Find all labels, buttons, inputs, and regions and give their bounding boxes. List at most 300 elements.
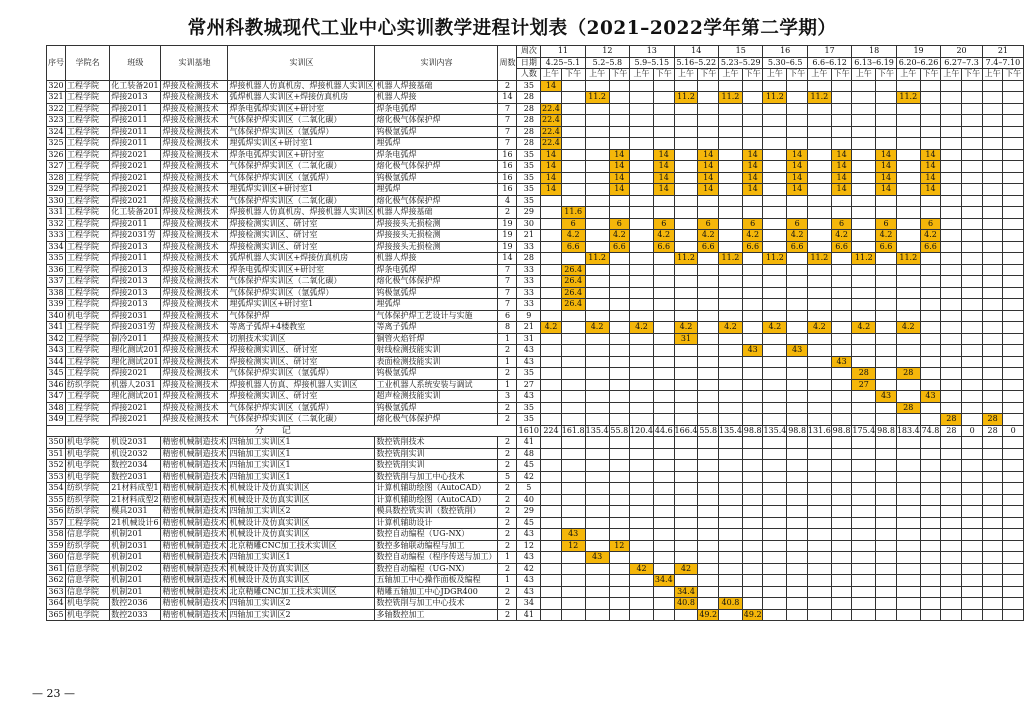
schedule-cell xyxy=(1003,448,1024,460)
subtotal-value: 98.8 xyxy=(788,425,807,435)
schedule-cell xyxy=(920,126,941,138)
schedule-cell xyxy=(982,230,1003,242)
subtotal-value: 120.4 xyxy=(630,425,653,435)
schedule-cell-filled: 11.2 xyxy=(807,92,831,104)
schedule-cell xyxy=(941,552,962,564)
schedule-cell xyxy=(982,575,1003,587)
school-cell: 工程学院 xyxy=(66,287,110,299)
content-cell: 焊接接头无损检测 xyxy=(375,218,498,230)
people-cell: 33 xyxy=(517,287,541,299)
schedule-cell xyxy=(982,379,1003,391)
schedule-cell xyxy=(876,253,897,265)
schedule-cell xyxy=(630,241,654,253)
seq-cell: 321 xyxy=(48,92,64,102)
people-cell: 29 xyxy=(517,207,541,219)
schedule-cell xyxy=(982,80,1003,92)
schedule-cell xyxy=(674,310,698,322)
schedule-cell xyxy=(982,149,1003,161)
table-row xyxy=(47,253,1024,265)
schedule-cell xyxy=(962,115,982,127)
schedule-cell-filled: 6 xyxy=(831,218,852,230)
schedule-cell xyxy=(630,471,654,483)
schedule-cell xyxy=(742,529,763,541)
table-row xyxy=(47,506,1024,518)
schedule-cell xyxy=(763,138,787,150)
schedule-cell xyxy=(585,103,609,115)
schedule-cell xyxy=(585,460,609,472)
schedule-cell xyxy=(982,609,1003,621)
schedule-cell xyxy=(654,103,675,115)
schedule-cell xyxy=(807,115,831,127)
schedule-cell xyxy=(719,103,743,115)
schedule-cell xyxy=(807,379,831,391)
class-cell: 焊接2011 xyxy=(110,253,161,265)
schedule-cell xyxy=(585,540,609,552)
schedule-cell xyxy=(674,161,698,173)
schedule-cell xyxy=(787,506,808,518)
schedule-cell-filled: 14 xyxy=(609,172,630,184)
pm-label: 下午 xyxy=(876,69,897,81)
schedule-cell xyxy=(941,575,962,587)
schedule-cell xyxy=(807,345,831,357)
area-cell: 气体保护焊实训区（氩弧焊） xyxy=(228,368,375,380)
schedule-cell xyxy=(654,609,675,621)
schedule-cell-filled: 11.2 xyxy=(763,92,787,104)
schedule-cell xyxy=(852,138,876,150)
schedule-cell-filled: 14 xyxy=(742,149,763,161)
weeks-cell: 1 xyxy=(498,333,517,345)
table-row xyxy=(47,299,1024,311)
weeks-cell: 4 xyxy=(498,195,517,207)
schedule-cell-filled: 4.2 xyxy=(585,322,609,334)
schedule-cell xyxy=(561,483,585,495)
schedule-cell xyxy=(941,517,962,529)
schedule-cell xyxy=(698,529,719,541)
schedule-cell xyxy=(654,563,675,575)
schedule-cell xyxy=(698,483,719,495)
schedule-cell-filled: 4.2 xyxy=(654,230,675,242)
schedule-cell-filled: 14 xyxy=(609,149,630,161)
schedule-cell xyxy=(609,379,630,391)
schedule-cell xyxy=(585,402,609,414)
schedule-cell xyxy=(831,126,852,138)
schedule-cell xyxy=(962,483,982,495)
content-cell: 数控自动编程（UG-NX） xyxy=(375,563,498,575)
schedule-cell xyxy=(962,379,982,391)
schedule-cell xyxy=(585,287,609,299)
schedule-cell-filled: 14 xyxy=(609,184,630,196)
class-cell: 焊接2021 xyxy=(110,402,161,414)
col-base-header: 实训基地 xyxy=(161,46,228,81)
schedule-cell xyxy=(787,103,808,115)
weeks-cell: 19 xyxy=(498,230,517,242)
schedule-cell-filled: 11.2 xyxy=(674,253,698,265)
week-date: 5.2–5.8 xyxy=(585,57,629,69)
schedule-cell xyxy=(896,149,920,161)
schedule-cell-filled: 22.4 xyxy=(542,126,560,136)
schedule-cell xyxy=(719,149,743,161)
schedule-cell xyxy=(609,138,630,150)
base-cell: 精密机械制造技术 xyxy=(162,460,227,470)
schedule-cell xyxy=(763,276,787,288)
content-cell: 埋弧焊 xyxy=(375,184,498,196)
schedule-cell xyxy=(742,471,763,483)
schedule-cell xyxy=(585,471,609,483)
subtotal-value: 98.8 xyxy=(877,425,895,435)
area-cell: 焊接检测实训区、研讨室 xyxy=(228,241,375,253)
schedule-cell xyxy=(674,402,698,414)
content-cell: 数控自动编程（程序传送与加工） xyxy=(376,552,497,562)
schedule-cell xyxy=(719,529,743,541)
people-cell: 33 xyxy=(517,276,541,288)
schedule-cell xyxy=(787,195,808,207)
schedule-cell-filled: 4.2 xyxy=(609,230,630,242)
header-row-week-numbers xyxy=(47,46,1024,58)
people-cell: 33 xyxy=(517,264,541,276)
school-cell: 机电学院 xyxy=(66,460,110,472)
schedule-cell xyxy=(876,586,897,598)
schedule-cell xyxy=(541,356,562,368)
schedule-cell xyxy=(876,414,897,426)
pm-label: 下午 xyxy=(561,69,585,81)
schedule-cell xyxy=(609,92,630,104)
schedule-cell xyxy=(674,552,698,564)
schedule-cell xyxy=(920,437,941,449)
subtotal-value: 28 xyxy=(982,425,1003,437)
area-cell: 气体保护焊实训区（二氧化碳） xyxy=(228,161,375,173)
schedule-cell xyxy=(585,184,609,196)
schedule-cell-filled: 12 xyxy=(561,540,585,552)
schedule-cell xyxy=(561,598,585,610)
schedule-cell xyxy=(630,207,654,219)
schedule-cell xyxy=(852,356,876,368)
schedule-cell xyxy=(1003,391,1024,403)
schedule-cell xyxy=(896,379,920,391)
am-label: 上午 xyxy=(541,69,562,81)
schedule-cell xyxy=(807,586,831,598)
schedule-cell xyxy=(630,184,654,196)
schedule-cell xyxy=(962,126,982,138)
schedule-cell xyxy=(698,414,719,426)
schedule-cell-filled: 6 xyxy=(920,218,941,230)
class-cell: 机设2031 xyxy=(110,437,161,449)
schedule-cell xyxy=(763,586,787,598)
schedule-cell xyxy=(941,494,962,506)
schedule-cell-filled: 43 xyxy=(742,345,763,357)
school-cell: 纺织学院 xyxy=(66,483,110,495)
seq-cell: 357 xyxy=(48,517,64,527)
school-cell: 工程学院 xyxy=(66,172,110,184)
area-cell: 弧焊机器人实训区+焊接仿真机房 xyxy=(228,253,375,265)
schedule-cell-filled: 43 xyxy=(561,529,585,541)
schedule-cell xyxy=(920,276,941,288)
schedule-cell xyxy=(807,241,831,253)
schedule-cell xyxy=(654,195,675,207)
schedule-cell xyxy=(920,598,941,610)
people-cell: 21 xyxy=(517,230,541,242)
schedule-cell-filled: 6.6 xyxy=(920,241,941,253)
schedule-cell xyxy=(920,586,941,598)
schedule-cell xyxy=(920,80,941,92)
schedule-cell xyxy=(698,586,719,598)
seq-cell: 355 xyxy=(48,494,64,504)
schedule-cell xyxy=(719,115,743,127)
class-cell: 机设2032 xyxy=(110,448,161,460)
schedule-cell-filled: 14 xyxy=(876,149,897,161)
schedule-cell xyxy=(982,345,1003,357)
people-cell: 5 xyxy=(517,483,541,495)
schedule-cell xyxy=(831,322,852,334)
schedule-cell xyxy=(541,379,562,391)
people-cell: 21 xyxy=(517,322,541,334)
schedule-cell xyxy=(831,92,852,104)
schedule-cell xyxy=(1003,103,1024,115)
schedule-cell xyxy=(585,126,609,138)
schedule-cell xyxy=(1003,310,1024,322)
school-cell: 工程学院 xyxy=(66,126,110,138)
weeks-cell: 2 xyxy=(498,368,517,380)
schedule-cell xyxy=(962,287,982,299)
pm-label: 下午 xyxy=(654,69,675,81)
schedule-cell-filled: 4.2 xyxy=(698,230,719,242)
school-cell: 工程学院 xyxy=(66,138,110,150)
week-number: 19 xyxy=(896,46,940,58)
weeks-cell: 1 xyxy=(498,575,517,587)
people-cell: 30 xyxy=(517,218,541,230)
schedule-cell-filled: 11.2 xyxy=(852,253,876,265)
schedule-cell xyxy=(585,276,609,288)
schedule-cell xyxy=(674,103,698,115)
schedule-cell xyxy=(541,391,562,403)
schedule-cell-filled: 11.2 xyxy=(585,92,609,104)
schedule-cell xyxy=(561,333,585,345)
schedule-cell xyxy=(896,80,920,92)
week-date: 5.16–5.22 xyxy=(674,57,718,69)
content-cell: 数控多轴联动编程与加工 xyxy=(375,540,498,552)
content-cell: 气体保护焊工艺设计与实施 xyxy=(375,310,498,322)
area-cell: 北京精雕CNC加工技术实训区 xyxy=(228,586,375,598)
schedule-cell xyxy=(630,368,654,380)
schedule-cell xyxy=(585,414,609,426)
schedule-cell-filled: 31 xyxy=(674,333,698,345)
schedule-cell xyxy=(742,126,763,138)
schedule-cell xyxy=(719,241,743,253)
schedule-cell xyxy=(763,414,787,426)
schedule-cell xyxy=(920,368,941,380)
class-cell: 焊接2011 xyxy=(110,138,161,150)
schedule-cell xyxy=(698,115,719,127)
base-cell: 焊接及检测技术 xyxy=(161,322,228,334)
schedule-cell-filled: 11.2 xyxy=(585,253,609,265)
schedule-cell xyxy=(1003,322,1024,334)
schedule-cell xyxy=(1003,402,1024,414)
schedule-cell xyxy=(896,448,920,460)
area-cell: 四轴加工实训区1 xyxy=(228,448,375,460)
schedule-cell xyxy=(807,230,831,242)
schedule-cell xyxy=(585,586,609,598)
schedule-cell xyxy=(674,345,698,357)
schedule-cell xyxy=(763,460,787,472)
base-cell: 精密机械制造技术 xyxy=(162,598,227,608)
area-cell: 焊接机器人仿真、焊接机器人实训区 xyxy=(228,379,375,391)
base-cell: 精密机械制造技术 xyxy=(162,586,227,596)
schedule-cell xyxy=(852,115,876,127)
schedule-cell xyxy=(962,506,982,518)
class-cell: 机制201 xyxy=(110,552,161,564)
schedule-cell-filled: 14 xyxy=(698,172,719,184)
schedule-cell-filled: 43 xyxy=(831,356,852,368)
schedule-cell xyxy=(561,356,585,368)
schedule-cell-filled: 14 xyxy=(654,161,675,173)
schedule-cell xyxy=(541,494,562,506)
schedule-cell xyxy=(698,540,719,552)
schedule-cell xyxy=(831,333,852,345)
schedule-cell xyxy=(674,126,698,138)
schedule-cell xyxy=(561,103,585,115)
schedule-cell xyxy=(674,138,698,150)
school-cell: 工程学院 xyxy=(66,368,110,380)
schedule-cell xyxy=(763,575,787,587)
schedule-cell xyxy=(852,276,876,288)
area-cell: 焊接检测实训区、研讨室 xyxy=(228,356,375,368)
seq-cell: 346 xyxy=(48,379,64,389)
school-cell: 信息学院 xyxy=(66,552,110,564)
schedule-cell xyxy=(896,115,920,127)
schedule-cell xyxy=(852,218,876,230)
schedule-cell xyxy=(674,448,698,460)
schedule-cell-filled: 4.2 xyxy=(896,322,920,334)
schedule-cell xyxy=(609,276,630,288)
schedule-cell xyxy=(941,241,962,253)
schedule-cell xyxy=(982,391,1003,403)
schedule-cell xyxy=(1003,379,1024,391)
weeks-cell: 2 xyxy=(498,437,517,449)
base-cell: 焊接及检测技术 xyxy=(161,287,228,299)
schedule-cell xyxy=(962,195,982,207)
schedule-cell xyxy=(920,563,941,575)
schedule-cell xyxy=(807,195,831,207)
base-cell: 焊接及检测技术 xyxy=(161,402,228,414)
schedule-cell xyxy=(941,195,962,207)
schedule-cell xyxy=(541,540,562,552)
base-cell: 焊接及检测技术 xyxy=(161,310,228,322)
schedule-cell xyxy=(852,609,876,621)
area-cell: 四轴加工实训区2 xyxy=(228,609,375,621)
schedule-cell xyxy=(831,483,852,495)
schedule-cell-filled: 22.4 xyxy=(542,138,560,148)
schedule-cell-filled: 11.6 xyxy=(561,207,585,219)
weeks-cell: 19 xyxy=(498,241,517,253)
schedule-cell xyxy=(719,264,743,276)
schedule-cell xyxy=(852,241,876,253)
school-cell: 工程学院 xyxy=(66,80,110,92)
schedule-cell xyxy=(807,368,831,380)
schedule-cell xyxy=(962,460,982,472)
week-date: 6.20–6.26 xyxy=(896,57,940,69)
schedule-cell xyxy=(674,483,698,495)
schedule-cell xyxy=(941,103,962,115)
schedule-cell xyxy=(1003,126,1024,138)
schedule-cell xyxy=(585,195,609,207)
schedule-cell xyxy=(630,414,654,426)
schedule-cell xyxy=(787,115,808,127)
schedule-cell xyxy=(698,437,719,449)
schedule-cell xyxy=(763,402,787,414)
school-cell: 工程学院 xyxy=(66,230,110,242)
area-cell: 四轴加工实训区2 xyxy=(228,506,375,518)
pm-label: 下午 xyxy=(787,69,808,81)
base-cell: 焊接及检测技术 xyxy=(161,391,228,403)
schedule-cell xyxy=(807,184,831,196)
schedule-cell xyxy=(787,207,808,219)
schedule-cell xyxy=(787,460,808,472)
schedule-cell xyxy=(962,322,982,334)
schedule-cell xyxy=(630,540,654,552)
table-row xyxy=(47,517,1024,529)
people-cell: 12 xyxy=(517,540,541,552)
schedule-cell xyxy=(719,552,743,564)
schedule-cell xyxy=(982,368,1003,380)
pm-label: 下午 xyxy=(698,69,719,81)
weeks-cell: 2 xyxy=(498,506,517,518)
schedule-cell-filled: 28 xyxy=(852,368,876,380)
subtotal-value: 98.8 xyxy=(832,425,851,435)
schedule-cell xyxy=(876,448,897,460)
class-cell: 焊接2011 xyxy=(110,126,161,138)
subtotal-value: 74.8 xyxy=(921,425,940,435)
area-cell: 气体保护焊实训区（氩弧焊） xyxy=(228,126,375,138)
schedule-cell xyxy=(541,448,562,460)
schedule-cell xyxy=(1003,241,1024,253)
week-number: 14 xyxy=(674,46,718,58)
schedule-cell xyxy=(609,322,630,334)
schedule-cell-filled: 4.2 xyxy=(561,230,585,242)
schedule-cell xyxy=(609,552,630,564)
subtotal-value: 224 xyxy=(541,425,562,437)
table-row xyxy=(47,609,1024,621)
schedule-cell xyxy=(698,379,719,391)
pm-label: 下午 xyxy=(831,69,852,81)
schedule-cell xyxy=(561,80,585,92)
schedule-cell xyxy=(962,92,982,104)
schedule-cell xyxy=(1003,149,1024,161)
class-cell: 理化测试201 xyxy=(110,345,161,357)
schedule-cell-filled: 6 xyxy=(654,218,675,230)
weeks-cell: 16 xyxy=(498,172,517,184)
school-cell: 工程学院 xyxy=(66,149,110,161)
schedule-cell xyxy=(941,299,962,311)
area-cell: 焊接检测实训区、研讨室 xyxy=(228,345,375,357)
schedule-cell xyxy=(852,80,876,92)
schedule-cell-filled: 11.2 xyxy=(719,253,743,265)
schedule-cell xyxy=(852,103,876,115)
schedule-cell xyxy=(807,149,831,161)
schedule-cell xyxy=(674,276,698,288)
schedule-rows-machining xyxy=(47,437,1024,621)
weeks-cell: 14 xyxy=(498,253,517,265)
schedule-cell xyxy=(941,598,962,610)
schedule-cell xyxy=(674,368,698,380)
schedule-cell xyxy=(787,552,808,564)
schedule-cell xyxy=(831,379,852,391)
content-cell: 机器人焊接基础 xyxy=(375,207,498,219)
class-cell: 化工装备201 xyxy=(110,207,161,219)
schedule-cell xyxy=(1003,437,1024,449)
schedule-cell xyxy=(896,552,920,564)
people-cell: 33 xyxy=(517,241,541,253)
schedule-cell xyxy=(852,184,876,196)
schedule-cell xyxy=(561,92,585,104)
